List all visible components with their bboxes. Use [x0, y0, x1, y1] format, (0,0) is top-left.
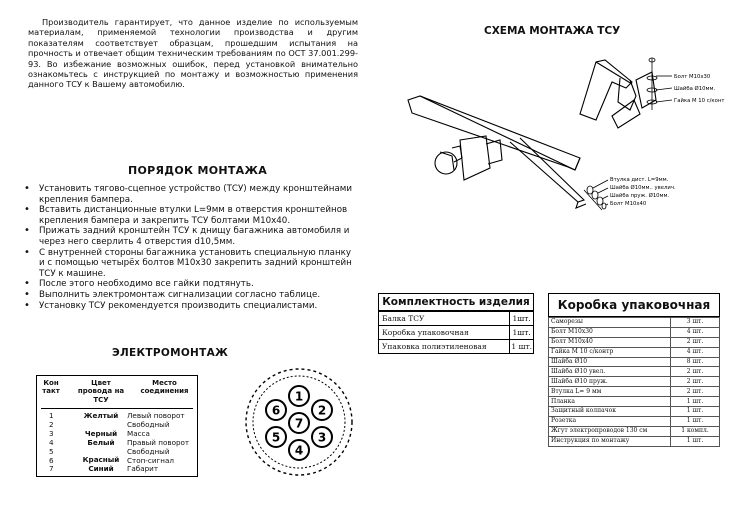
kit-contents-table [378, 311, 534, 354]
box-item-qty: 2 шт. [671, 377, 720, 387]
box-item-name: Втулка L= 9 мм [549, 387, 671, 397]
box-item-name: Шайба Ø10 увел. [549, 367, 671, 377]
box-item-name: Шайба Ø10 [549, 357, 671, 367]
svg-text:1: 1 [294, 389, 304, 404]
socket-pin [289, 440, 309, 460]
wiring-place-column [127, 412, 195, 474]
table-row [549, 416, 720, 426]
packing-box-title: Коробка упаковочная [548, 293, 720, 317]
kit-item-name: Коробка упаковочная [379, 326, 510, 340]
installation-step: • Прижать задний кронштейн ТСУ к днищу багажника автомобиля и через него сверлить 4 отверстия d10,5мм. [22, 226, 357, 247]
box-item-qty: 1 шт. [671, 416, 720, 426]
kit-contents-title: Комплектность изделия [378, 293, 534, 311]
svg-text:3: 3 [317, 430, 327, 445]
kit-item-name: Балка ТСУ [379, 312, 510, 326]
kit-item-qty: 1шт. [510, 312, 534, 326]
table-row [549, 337, 720, 347]
box-item-name: Планка [549, 397, 671, 407]
box-item-qty: 1 шт. [671, 436, 720, 446]
callout-bolt-m10x30: Болт М10х30 [674, 74, 711, 80]
wiring-contact: 2 [49, 419, 54, 429]
box-item-qty: 1 компл. [671, 426, 720, 436]
wiring-color-column [75, 412, 127, 474]
wiring-contact: 7 [49, 464, 54, 474]
box-item-name: Болт М10х40 [549, 337, 671, 347]
box-item-qty: 2 шт. [671, 387, 720, 397]
box-item-name: Розетка [549, 416, 671, 426]
wiring-contact: 4 [49, 437, 54, 447]
wiring-contact: 3 [49, 428, 54, 438]
wiring-place: Левый поворот [127, 411, 185, 420]
installation-step: • С внутренней стороны багажника установить специальную планку и с помощью четырёх болтов М10х30 закрепить задний кронштейн ТСУ к машине. [22, 248, 357, 280]
callout-washer-spring: Шайба пруж. Ø10мм. [610, 193, 670, 199]
table-row [549, 367, 720, 377]
box-item-name: Шайба Ø10 пруж. [549, 377, 671, 387]
wiring-contact-column [49, 412, 61, 474]
socket-pin [266, 400, 286, 420]
kit-item-name: Упаковка полиэтиленовая [379, 340, 510, 354]
installation-step: • После этого необходимо все гайки подтянуть. [22, 279, 357, 290]
box-item-qty: 8 шт. [671, 357, 720, 367]
table-row [549, 347, 720, 357]
table-row [549, 397, 720, 407]
socket-pin [312, 400, 332, 420]
table-row [549, 407, 720, 417]
installation-order-title: ПОРЯДОК МОНТАЖА [128, 164, 268, 177]
wiring-contact: 5 [49, 446, 54, 456]
socket-connector-diagram [243, 366, 355, 478]
box-item-qty: 4 шт. [671, 327, 720, 337]
packing-box-table [548, 317, 720, 447]
table-row [379, 326, 534, 340]
table-row [379, 312, 534, 326]
kit-item-qty: 1 шт. [510, 340, 534, 354]
installation-step: • Установку ТСУ рекомендуется производить специалистами. [22, 301, 357, 312]
wiring-place: Масса [127, 428, 150, 438]
wiring-table [36, 375, 198, 477]
socket-pin [266, 427, 286, 447]
table-row [549, 318, 720, 328]
installation-step: • Вставить дистанционные втулки L=9мм в отверстия кронштейнов крепления бампера и закрепить ТСУ болтами М10х40. [22, 205, 357, 226]
box-item-qty: 1 шт. [671, 407, 720, 417]
callout-bolt-m10x40: Болт М10х40 [610, 201, 647, 207]
table-row [549, 357, 720, 367]
table-row [549, 327, 720, 337]
box-item-name: Жгут электропроводов 130 см [549, 426, 671, 436]
table-row [379, 340, 534, 354]
wiring-header-place: Место соединения [140, 379, 189, 396]
wiring-header-divider [41, 408, 193, 409]
wiring-header-color: Цвет провода на ТСУ [77, 379, 125, 404]
wiring-contact: 1 [49, 411, 54, 420]
installation-step: • Установить тягово-сцепное устройство (ТСУ) между кронштейнами крепления бампера. [22, 184, 357, 205]
table-row [549, 436, 720, 446]
wiring-place: Габарит [127, 464, 159, 474]
installation-step: • Выполнить электромонтаж сигнализации согласно таблице. [22, 290, 357, 301]
callout-washer-10mm: Шайба Ø10мм. [674, 86, 716, 92]
bottom-hardware-stack [584, 180, 608, 210]
socket-pin [289, 386, 309, 406]
box-item-name: Болт М10х30 [549, 327, 671, 337]
wiring-place: Свободный [127, 446, 170, 456]
table-row [549, 387, 720, 397]
svg-text:7: 7 [294, 416, 304, 431]
box-item-qty: 2 шт. [671, 367, 720, 377]
svg-text:2: 2 [317, 403, 327, 418]
svg-text:6: 6 [271, 403, 281, 418]
kit-item-qty: 1шт. [510, 326, 534, 340]
intro-paragraph: Производитель гарантирует, что данное изделие по используемым материалам, применяемой технологии производства и другим показателям соответствует образцам, прошедшим испытания на прочность и отвечает общим техническим требованиям по ОСТ 37.001.299-93. Во избежание возможных ошибок, перед установкой внимательно ознакомьтесь с инструкцией по монтажу и возможностью применения данного ТСУ к Вашему автомобилю. [28, 17, 358, 90]
box-item-qty: 4 шт. [671, 347, 720, 357]
table-row [549, 426, 720, 436]
wiring-color: Красный [82, 455, 120, 465]
svg-text:4: 4 [294, 443, 304, 458]
box-item-name: Инструкция по монтажу [549, 436, 671, 446]
wiring-place: Правый поворот [127, 437, 190, 447]
svg-text:5: 5 [271, 430, 281, 445]
wiring-color: Черный [84, 428, 118, 438]
wiring-place: Свободный [127, 419, 170, 429]
socket-pin [289, 413, 309, 433]
box-item-name: Саморезы [549, 318, 671, 328]
wiring-color: Синий [88, 464, 114, 474]
callout-sleeve: Втулка дист. L=9мм. [610, 177, 669, 183]
wiring-contact: 6 [49, 455, 54, 465]
wiring-color: Желтый [83, 411, 119, 420]
box-item-qty: 2 шт. [671, 337, 720, 347]
box-item-name: Защитный колпачок [549, 407, 671, 417]
callout-washer-enlarged: Шайба Ø10мм.. увелич. [610, 185, 676, 191]
callout-nut-m10: Гайка М 10 с/конт [674, 98, 725, 104]
box-item-qty: 3 шт. [671, 318, 720, 328]
wiring-place: Стоп-сигнал [127, 455, 174, 465]
towbar-mounting-diagram [390, 40, 750, 230]
top-hardware-stack [647, 58, 672, 110]
installation-steps-list [22, 184, 357, 311]
installation-scheme-title: СХЕМА МОНТАЖА ТСУ [484, 25, 621, 37]
box-item-qty: 1 шт. [671, 397, 720, 407]
wiring-color: Белый [87, 437, 115, 447]
electrical-title: ЭЛЕКТРОМОНТАЖ [112, 347, 229, 359]
wiring-header-contact: Кон такт [42, 379, 60, 396]
table-row [549, 377, 720, 387]
socket-pin [312, 427, 332, 447]
box-item-name: Гайка М 10 с/контр [549, 347, 671, 357]
